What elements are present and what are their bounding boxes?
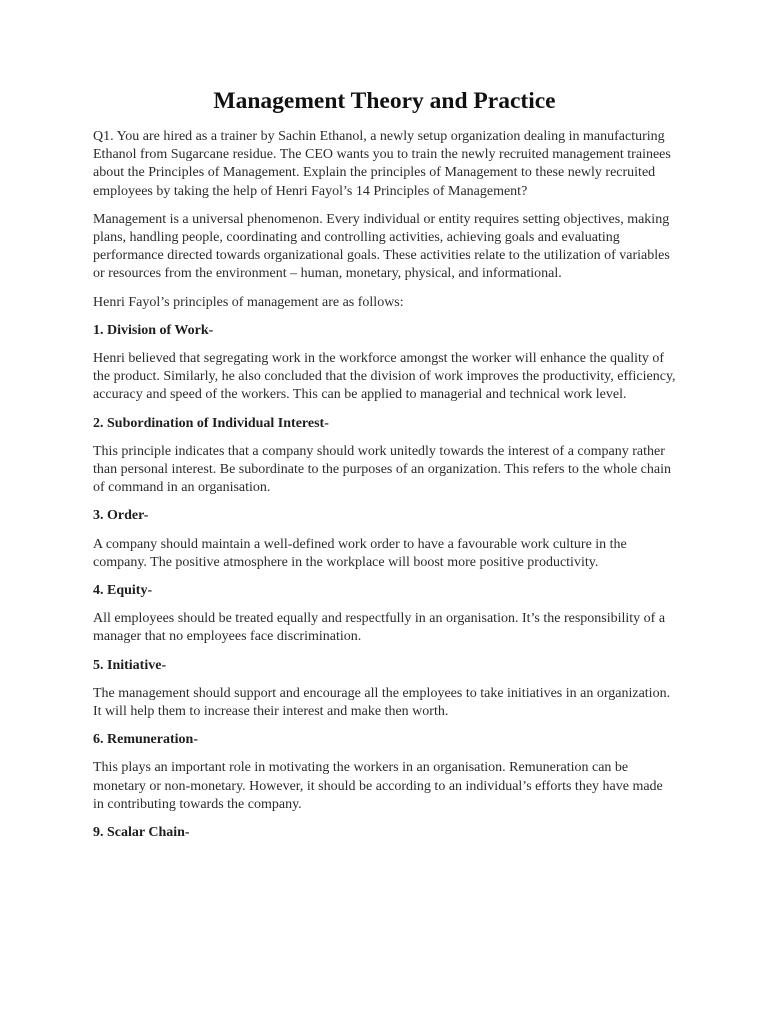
section-heading: 4. Equity- [93,583,153,599]
section-body: This principle indicates that a company should work unitedly towards the interest of a company rather than personal interest. Be subordinate to the purposes of an organization. This refers to the whole chain of command in an organisation. [93,443,671,496]
section-body: All employees should be treated equally and respectfully in an organisation. It’s the responsibility of a manager that no employees face discrimination. [93,611,666,645]
document-title: Management Theory and Practice [213,88,556,114]
section-equity [93,582,676,647]
section-subordination [93,415,676,498]
section-heading: 6. Remuneration- [93,732,198,748]
section-heading: 9. Scalar Chain- [93,825,190,841]
section-heading: 1. Division of Work- [93,322,214,338]
section-order [93,507,676,572]
section-remuneration [93,731,676,814]
section-body: A company should maintain a well-defined work order to have a favourable work culture in the company. The positive atmosphere in the workplace will boost more positive productivity. [93,536,627,570]
section-heading: 3. Order- [93,508,149,524]
question-paragraph: Q1. You are hired as a trainer by Sachin Ethanol, a newly setup organization dealing in manufacturing Ethanol from Sugarcane residue. The CEO wants you to train the newly recruited management trainees about the Principles of Management. Explain the principles of Management to these newly recruited employees by taking the help of Henri Fayol’s 14 Principles of Management? [93,129,671,199]
section-body: This plays an important role in motivating the workers in an organisation. Remuneration can be monetary or non-monetary. However, it should be according to an individual’s efforts they have made in contributing towards the company. [93,760,663,812]
section-scalar-chain [93,824,676,842]
section-body: Henri believed that segregating work in the workforce amongst the worker will enhance the quality of the product. Similarly, he also concluded that the division of work improves the productivity, efficiency, accuracy and speed of the workers. This can be applied to managerial and technical work level. [93,351,676,403]
intro-paragraph: Management is a universal phenomenon. Every individual or entity requires setting objectives, making plans, handling people, coordinating and controlling activities, achieving goals and evaluating performance directed towards organizational goals. These activities relate to the utilization of variables or resources from the environment – human, monetary, physical, and informational. [93,211,670,282]
section-body: The management should support and encourage all the employees to take initiatives in an organization. It will help them to increase their interest and make then worth. [93,685,671,720]
section-heading: 2. Subordination of Individual Interest- [93,415,329,431]
lead-paragraph: Henri Fayol’s principles of management are as follows: [93,294,404,310]
section-heading: 5. Initiative- [93,657,167,673]
section-division-of-work [93,322,676,405]
section-initiative [93,657,676,722]
